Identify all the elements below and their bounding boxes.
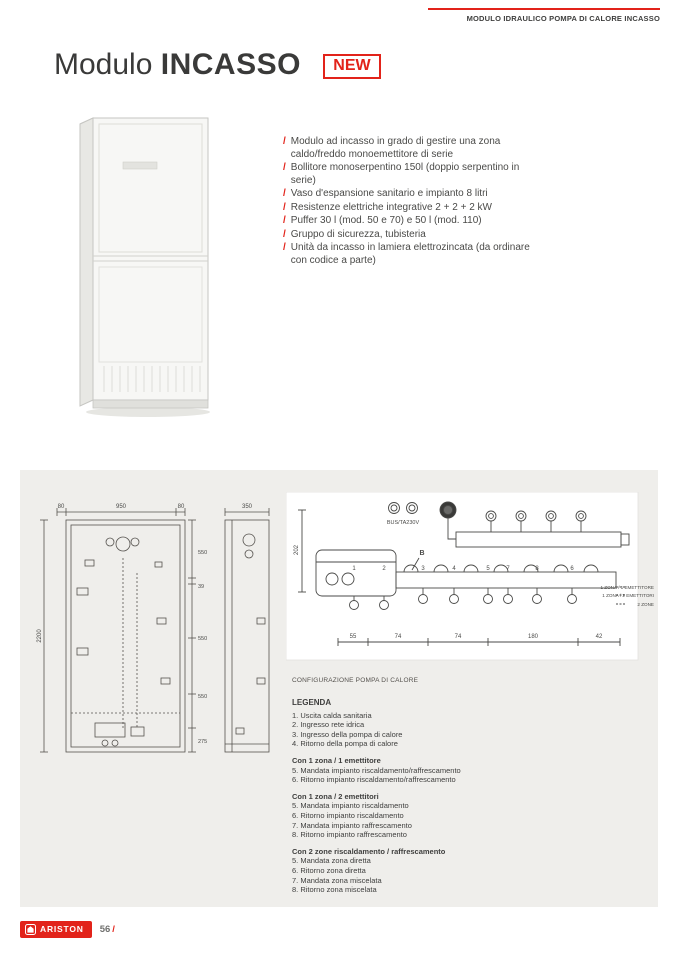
legend-item: 2. Ingresso rete idrica bbox=[292, 720, 365, 730]
bullet-slash: / bbox=[283, 136, 286, 147]
legend-group-title: Con 1 zona / 2 emettitori bbox=[292, 791, 379, 801]
front-right-dim-3: 550 bbox=[198, 636, 208, 642]
bullet-slash: / bbox=[283, 188, 286, 199]
feature-item bbox=[283, 229, 545, 242]
header-kicker-text: MODULO IDRAULICO POMPA DI CALORE INCASSO bbox=[466, 14, 660, 23]
legend-item: 6. Ritorno impianto riscaldamento bbox=[292, 810, 404, 820]
ariston-house-icon bbox=[25, 924, 36, 935]
bottom-dim-1: 55 bbox=[349, 634, 357, 640]
config-caption: CONFIGURAZIONE POMPA DI CALORE bbox=[292, 677, 419, 684]
front-dim-width: 950 bbox=[115, 504, 127, 510]
zone-label-3: 2 ZONE bbox=[637, 602, 654, 607]
front-right-dim-1: 550 bbox=[198, 550, 208, 556]
legend-item: 3. Ingresso della pompa di calore bbox=[292, 729, 403, 739]
feature-text: Vaso d'espansione sanitario e impianto 8 litri bbox=[290, 188, 488, 199]
front-right-dim-2: 39 bbox=[198, 584, 205, 590]
brand-text: ARISTON bbox=[40, 924, 84, 934]
legend-item: 5. Mandata impianto riscaldamento/raffrescamento bbox=[292, 765, 461, 775]
bullet-slash: / bbox=[283, 215, 286, 226]
page-number: 56 bbox=[99, 923, 111, 935]
port-1: 1 bbox=[352, 566, 356, 572]
feature-text: Puffer 30 l (mod. 50 e 70) e 50 l (mod. 110) bbox=[290, 215, 482, 226]
b-label: B bbox=[419, 550, 425, 557]
cabinet-illustration bbox=[68, 104, 218, 424]
config-diagram bbox=[286, 492, 656, 682]
new-badge: NEW bbox=[323, 54, 380, 79]
legend-item: 4. Ritorno della pompa di calore bbox=[292, 739, 398, 749]
header bbox=[428, 8, 660, 23]
footer bbox=[20, 920, 115, 938]
legend-item: 6. Ritorno impianto riscaldamento/raffrescamento bbox=[292, 775, 456, 785]
legend-item: 5. Mandata zona diretta bbox=[292, 856, 371, 866]
page-number-slash: / bbox=[112, 923, 115, 935]
bullet-slash: / bbox=[283, 162, 286, 173]
port-8: 8 bbox=[535, 566, 539, 572]
front-dim-height: 2200 bbox=[37, 629, 43, 643]
feature-text: Gruppo di sicurezza, tubisteria bbox=[290, 228, 426, 240]
port-7: 7 bbox=[506, 566, 510, 572]
product-image bbox=[68, 104, 218, 429]
legend-item: 1. Uscita calda sanitaria bbox=[292, 710, 372, 720]
legend-group-title: Con 1 zona / 1 emettitore bbox=[292, 755, 381, 765]
side-view-drawing bbox=[205, 498, 285, 768]
legend-item: 7. Mandata impianto raffrescamento bbox=[292, 820, 412, 830]
page-title bbox=[54, 48, 381, 82]
ariston-logo bbox=[20, 921, 92, 938]
technical-panel bbox=[20, 470, 658, 907]
legend bbox=[292, 698, 632, 895]
feature-text: Bollitore monoserpentino 150l (doppio serpentino in serie) bbox=[290, 162, 520, 186]
front-right-dim-5: 275 bbox=[198, 739, 208, 745]
port-3: 3 bbox=[421, 566, 425, 572]
front-view-drawing bbox=[35, 498, 210, 768]
legend-item: 6. Ritorno zona diretta bbox=[292, 865, 366, 875]
zone-label-2: 1 ZONA / 2 EMETTITORI bbox=[602, 593, 654, 598]
front-right-dim-4: 550 bbox=[198, 694, 208, 700]
bottom-dim-2: 74 bbox=[394, 634, 402, 640]
title-bold: INCASSO bbox=[160, 48, 301, 81]
port-6: 6 bbox=[570, 566, 574, 572]
bullet-slash: / bbox=[283, 228, 286, 240]
side-dim-width: 350 bbox=[241, 504, 253, 510]
bottom-dim-5: 42 bbox=[595, 634, 603, 640]
feature-text: Resistenze elettriche integrative 2 + 2 + 2 kW bbox=[290, 201, 492, 213]
front-dim-left: 80 bbox=[57, 504, 65, 510]
bus-label: BUS/TA230V bbox=[386, 520, 420, 526]
legend-group-title: Con 2 zone riscaldamento / raffrescamento bbox=[292, 846, 446, 856]
config-dim-height: 202 bbox=[294, 544, 300, 556]
feature-item bbox=[283, 162, 545, 187]
feature-item bbox=[283, 202, 545, 215]
legend-item: 8. Ritorno impianto raffrescamento bbox=[292, 830, 407, 840]
title-light: Modulo bbox=[54, 48, 153, 81]
legend-title: LEGENDA bbox=[292, 698, 332, 707]
legend-item: 5. Mandata impianto riscaldamento bbox=[292, 801, 409, 811]
bottom-dim-3: 74 bbox=[454, 634, 462, 640]
header-rule bbox=[428, 8, 660, 10]
front-dim-right: 80 bbox=[177, 504, 185, 510]
legend-item: 7. Mandata zona miscelata bbox=[292, 875, 382, 885]
feature-item bbox=[283, 188, 545, 201]
feature-list bbox=[283, 136, 545, 268]
bullet-slash: / bbox=[283, 242, 286, 253]
port-4: 4 bbox=[452, 566, 456, 572]
feature-text: Modulo ad incasso in grado di gestire una zona caldo/freddo monoemettitore di serie bbox=[290, 136, 501, 160]
feature-item bbox=[283, 242, 545, 267]
feature-item bbox=[283, 136, 545, 161]
bullet-slash: / bbox=[283, 201, 286, 213]
bottom-dim-4: 180 bbox=[527, 634, 539, 640]
feature-item bbox=[283, 215, 545, 228]
zone-label-1: 1 ZONA / 1 EMETTITORE bbox=[600, 585, 654, 590]
port-5: 5 bbox=[486, 566, 490, 572]
port-2: 2 bbox=[382, 566, 386, 572]
legend-item: 8. Ritorno zona miscelata bbox=[292, 885, 377, 895]
feature-text: Unità da incasso in lamiera elettrozincata (da ordinare con codice a parte) bbox=[290, 242, 530, 266]
